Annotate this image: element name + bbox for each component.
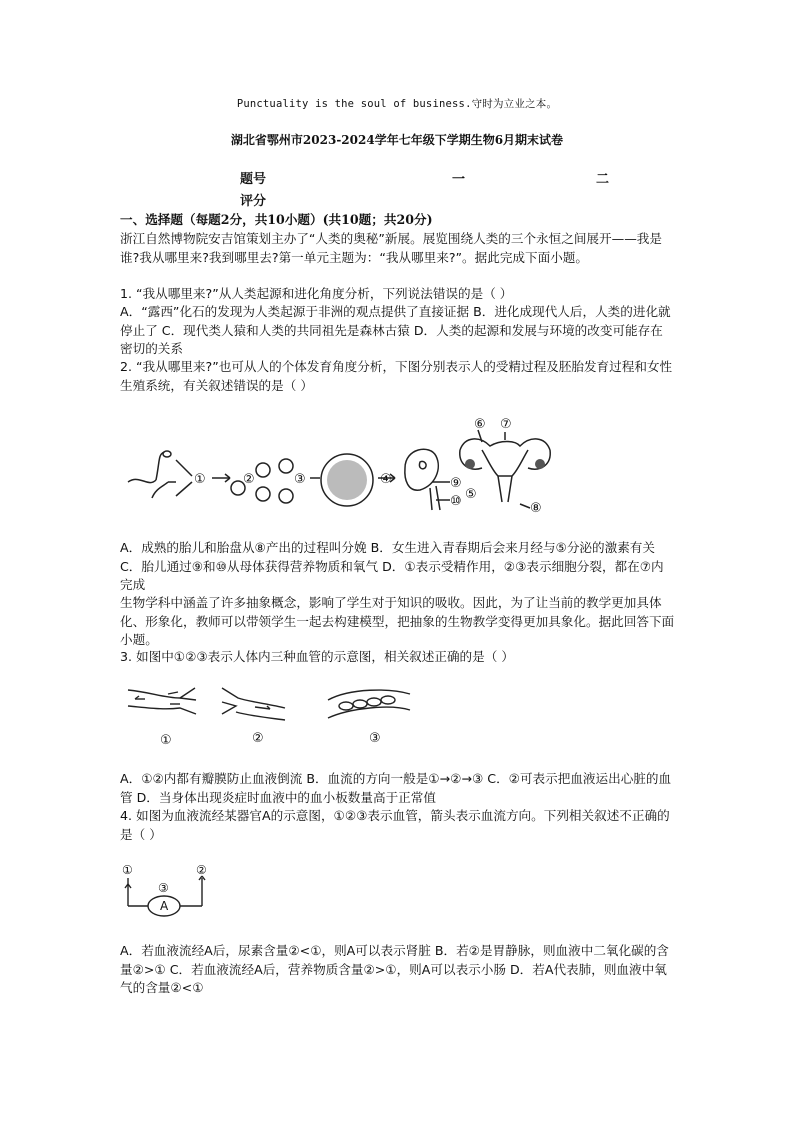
fig2-label-8: ⑧ bbox=[530, 501, 542, 516]
exam-title: 湖北省鄂州市2023-2024学年七年级下学期生物6月期末试卷 bbox=[230, 133, 564, 147]
section-intro: 浙江自然博物院安吉馆策划主办了“人类的奥秘”新展。展览围绕人类的三个永恒之间展开——我是谁?我从哪里来?我到哪里去?第一单元主题为：“我从哪里来?”。据此完成下面小题。 bbox=[120, 231, 662, 265]
fig3-label-1: ① bbox=[160, 733, 172, 748]
organ-a-figure bbox=[120, 860, 220, 924]
blood-vessels-figure bbox=[120, 680, 420, 750]
score-table-score-label: 评分 bbox=[240, 194, 267, 209]
fertilization-development-figure bbox=[120, 410, 560, 520]
q4-options: A．若血液流经A后，尿素含量②<①，则A可以表示肾脏 B．若②是胃静脉，则血液中二氧化碳的含量②>① C．若血液流经A后，营养物质含量②>①，则A可以表示小肠 D．若A代表肺，则血液中氧气的含量②<① bbox=[120, 943, 669, 995]
fig2-label-6: ⑥ bbox=[474, 417, 486, 432]
fig2-label-10: ⑩ bbox=[450, 494, 462, 509]
fig4-label-a: A bbox=[160, 899, 169, 913]
fig2-label-9: ⑨ bbox=[450, 476, 462, 491]
section-heading: 一、选择题（每题2分，共10小题）(共10题；共20分) bbox=[120, 212, 433, 227]
fig4-label-1: ① bbox=[122, 863, 133, 877]
fig3-label-2: ② bbox=[252, 731, 264, 746]
fig4-label-3: ③ bbox=[158, 881, 169, 895]
fig2-label-3: ③ bbox=[294, 472, 306, 487]
fig4-label-2: ② bbox=[196, 863, 207, 877]
q4-stem: 4. 如图为血液流经某器官A的示意图，①②③表示血管，箭头表示血流方向。下列相关叙述不正确的是（ ） bbox=[120, 808, 670, 842]
header-motto: Punctuality is the soul of business.守时为立业之本。 bbox=[236, 98, 558, 110]
intro2-paragraph: 生物学科中涵盖了许多抽象概念，影响了学生对于知识的吸收。因此，为了让当前的教学更加具体化、形象化，教师可以带领学生一起去构建模型，把抽象的生物教学变得更加具象化。据此回答下面小题。 bbox=[120, 595, 675, 647]
q3-options: A．①②内都有瓣膜防止血液倒流 B．血流的方向一般是①→②→③ C．②可表示把血液运出心脏的血管 D．当身体出现炎症时血液中的血小板数量高于正常值 bbox=[120, 771, 672, 805]
fig2-label-7: ⑦ bbox=[500, 417, 512, 432]
q1-options: A．“露西”化石的发现为人类起源于非洲的观点提供了直接证据 B．进化成现代人后，人类的进化就停止了 C．现代类人猿和人类的共同祖先是森林古猿 D．人类的起源和发展与环境的改变可能存在密切的关系 bbox=[120, 304, 671, 356]
q2-stem: 2. “我从哪里来?”也可从人的个体发育角度分析，下图分别表示人的受精过程及胚胎发育过程和女性生殖系统，有关叙述错误的是（ ） bbox=[120, 359, 673, 393]
score-table-col2: 二 bbox=[596, 172, 610, 187]
q3-stem: 3. 如图中①②③表示人体内三种血管的示意图，相关叙述正确的是（ ） bbox=[120, 649, 514, 664]
q1-stem: 1. “我从哪里来?”从人类起源和进化角度分析，下列说法错误的是（ ） bbox=[120, 286, 513, 301]
q2-options: A．成熟的胎儿和胎盘从⑧产出的过程叫分娩 B．女生进入青春期后会来月经与⑤分泌的激素有关 C．胎儿通过⑨和⑩从母体获得营养物质和氧气 D．①表示受精作用，②③表示细胞分裂，都在⑦内完成 bbox=[120, 540, 664, 592]
score-table-question-label: 题号 bbox=[240, 172, 267, 187]
fig2-label-1: ① bbox=[194, 472, 206, 487]
score-table-col1: 一 bbox=[452, 172, 466, 187]
fig3-label-3: ③ bbox=[369, 731, 381, 746]
fig2-label-4: ④ bbox=[380, 472, 392, 487]
fig2-label-2: ② bbox=[243, 472, 255, 487]
fig2-label-5: ⑤ bbox=[465, 487, 477, 502]
